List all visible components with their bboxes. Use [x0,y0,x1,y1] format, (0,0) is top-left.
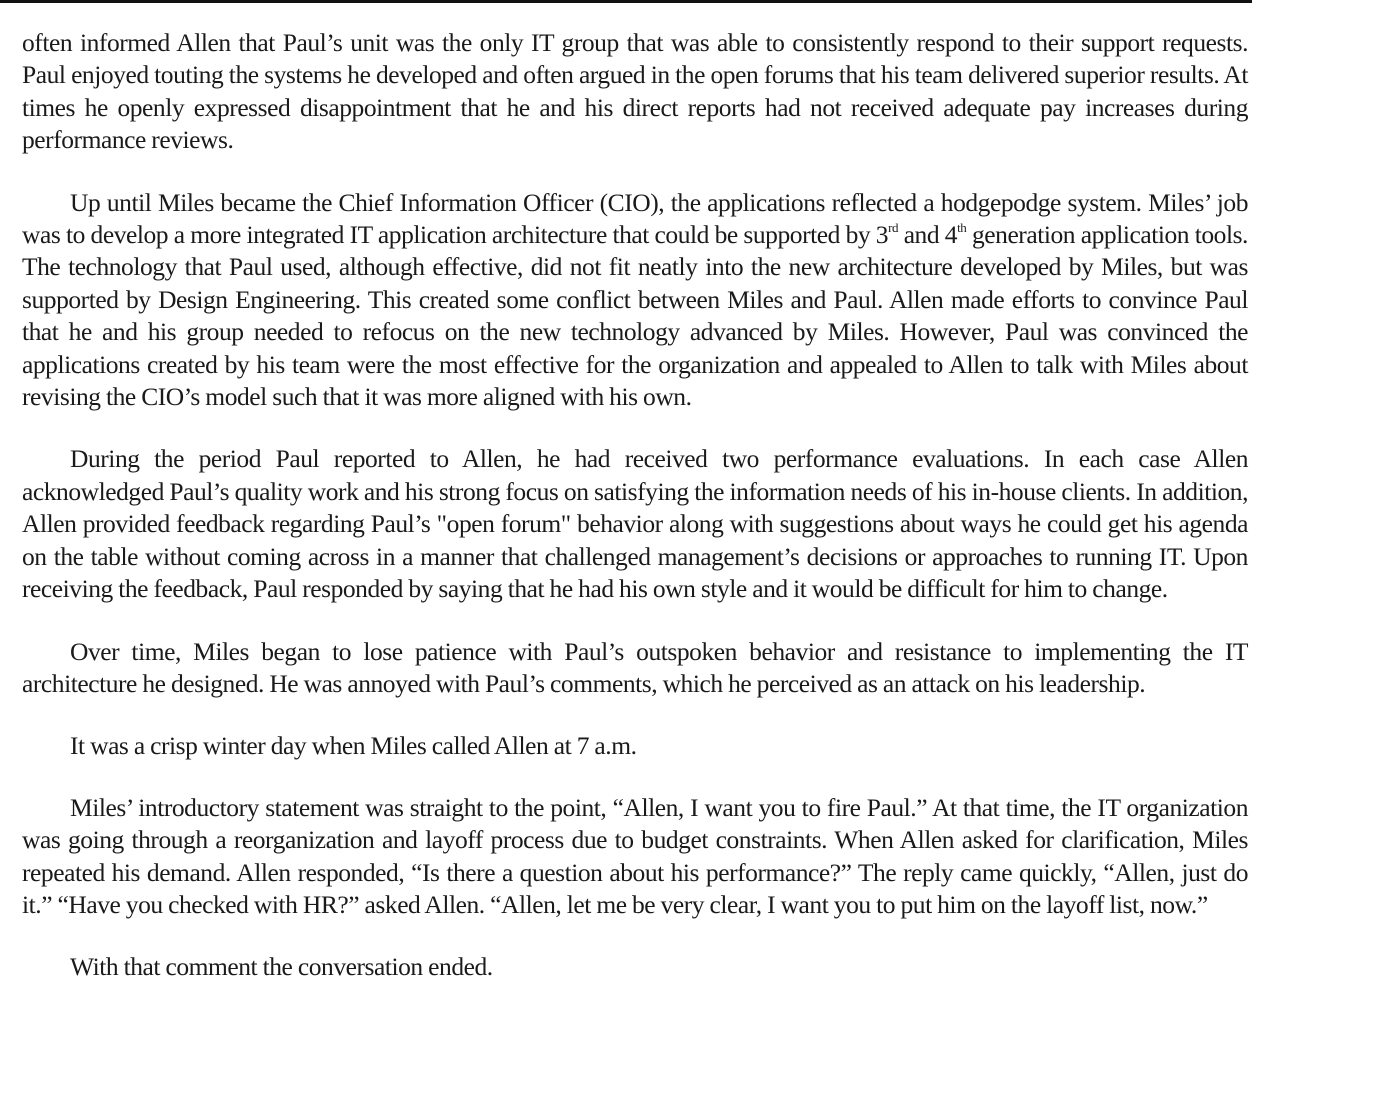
superscript-th: th [957,219,967,235]
paragraph-2-part-3: generation application tools. The technology that Paul used, although effective, did not fit neatly into the new architecture developed by Miles, but was supported by Design Engineering. This created some conflict between Miles and Paul. Allen made efforts to convince Paul that he and his group needed to refocus on the new technology advanced by Miles. However, Paul was convinced the applications created by his team were the most effective for the organization and appealed to Allen to talk with Miles about revising the CIO’s model such that it was more aligned with his own. [22,220,1248,412]
paragraph-7: With that comment the conversation ended. [70,952,493,982]
paragraph-2-part-1: Up until Miles became the Chief Information Officer (CIO), the applications reflected a hodgepodge system. Miles’ job was to develop a more integrated IT application architecture that could be supported by 3 [22,187,1248,250]
document-body [22,27,1248,1014]
paragraph-6: Miles’ introductory statement was straight to the point, “Allen, I want you to fire Paul.” At that time, the IT organization was going through a reorganization and layoff process due to budget constraints. When Allen asked for clarification, Miles repeated his demand. Allen responded, “Is there a question about his performance?” The reply came quickly, “Allen, just do it.” “Have you checked with HR?” asked Allen. “Allen, let me be very clear, I want you to put him on the layoff list, now.” [22,792,1248,919]
paragraph-3: During the period Paul reported to Allen, he had received two performance evaluations. In each case Allen acknowledged Paul’s quality work and his strong focus on satisfying the information needs of his in-house clients. In addition, Allen provided feedback regarding Paul’s "open forum" behavior along with suggestions about ways he could get his agenda on the table without coming across in a manner that challenged management’s decisions or approaches to running IT. Upon receiving the feedback, Paul responded by saying that he had his own style and it would be difficult for him to change. [22,444,1248,604]
paragraph-1: often informed Allen that Paul’s unit was the only IT group that was able to consistently respond to their support requests. Paul enjoyed touting the systems he developed and often argued in the open forums that his team delivered superior results. At times he openly expressed disappointment that he and his direct reports had not received adequate pay increases during performance reviews. [22,28,1248,155]
paragraph-5: It was a crisp winter day when Miles called Allen at 7 a.m. [70,731,637,761]
paragraph-4: Over time, Miles began to lose patience with Paul’s outspoken behavior and resistance to implementing the IT architecture he designed. He was annoyed with Paul’s comments, which he perceived as an attack on his leadership. [22,636,1248,698]
paragraph-2 [22,187,1248,414]
paragraph-2-part-2: and 4 [898,220,958,250]
top-rule [0,0,1252,3]
superscript-rd: rd [888,219,899,235]
